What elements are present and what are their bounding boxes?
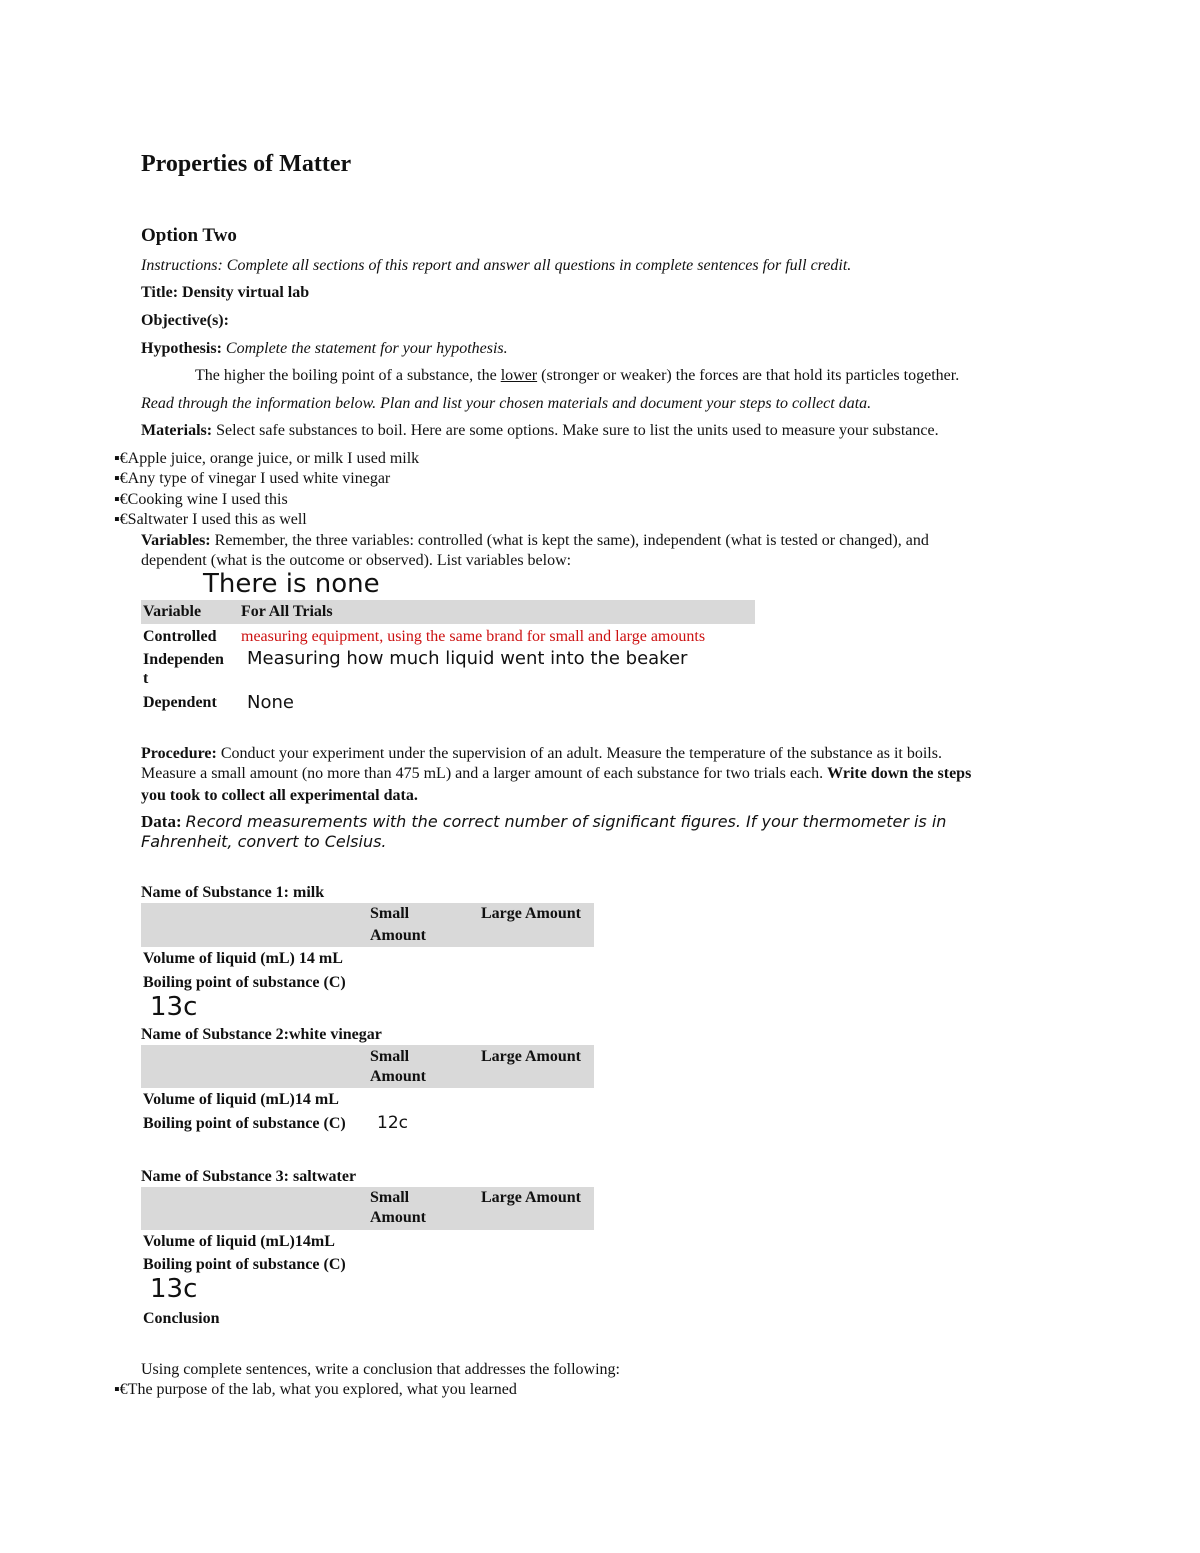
col-large: Large Amount [481,1189,581,1206]
materials-label: Materials: [141,422,213,439]
data-line1: Data: Record measurements with the correct number of significant figures. If your thermometer is in [141,812,947,831]
col-small-wrap: Amount [370,1209,427,1226]
substance-name: Name of Substance 2:white vinegar [141,1026,382,1043]
boiling-value: 13c [150,1274,198,1304]
data-line2: Fahrenheit, convert to Celsius. [141,832,387,851]
list-item: ▪€Saltwater I used this as well [114,511,307,528]
boiling-value: 12c [377,1113,408,1133]
volume-row: Volume of liquid (mL)14mL [143,1233,335,1250]
bullet-icon: ▪€ [114,450,128,467]
boiling-value: 13c [150,992,198,1022]
variables-line1: Variables: Remember, the three variables: controlled (what is kept the same), independent (what is tested or changed), and [141,532,929,549]
hypothesis-answer: lower [500,367,538,384]
objective-label: Objective(s): [141,312,229,329]
hypothesis-part2: (stronger or weaker) the forces are that hold its particles together. [541,367,960,384]
boiling-row: Boiling point of substance (C) [143,1115,346,1132]
variables-note: There is none [203,569,380,599]
conclusion-prompt: Using complete sentences, write a conclusion that addresses the following: [141,1361,620,1378]
col-small-wrap: Amount [370,1068,427,1085]
var-row-label: Independen [143,651,224,668]
col-small: Small [370,1189,410,1206]
title-line [141,284,309,302]
substance-name: Name of Substance 3: saltwater [141,1168,357,1185]
list-item: ▪€Apple juice, orange juice, or milk I used milk [114,450,420,467]
var-row-value: Measuring how much liquid went into the beaker [247,648,688,669]
data-label: Data: [141,812,182,831]
conclusion-heading: Conclusion [143,1310,220,1327]
materials-text: Select safe substances to boil. Here are some options. Make sure to list the units used to measure your substance. [216,422,939,439]
var-row-label-wrap: t [143,670,149,687]
procedure-line2: Measure a small amount (no more than 475 mL) and a larger amount of each substance for two trials each. Write down the steps [141,765,972,782]
var-row-label: Controlled [143,628,217,645]
hypothesis-statement [195,367,959,385]
col-large: Large Amount [481,905,581,922]
hypothesis-prompt: Complete the statement for your hypothesis. [225,340,508,357]
col-small: Small [370,1048,410,1065]
hypothesis-part1: The higher the boiling point of a substance, the [195,367,497,384]
read-through: Read through the information below. Plan and list your chosen materials and document your steps to collect data. [141,395,872,412]
var-row-value: measuring equipment, using the same brand for small and large amounts [241,628,706,645]
bullet-icon: ▪€ [114,1381,128,1398]
option-heading: Option Two [141,225,237,246]
procedure-line1: Procedure: Conduct your experiment under the supervision of an adult. Measure the temperature of the substance as it boils. [141,745,942,762]
var-row-label: Dependent [143,694,217,711]
title-label: Title: [141,284,179,301]
bullet-icon: ▪€ [114,470,128,487]
page-title: Properties of Matter [141,151,352,177]
col-large: Large Amount [481,1048,581,1065]
bullet-icon: ▪€ [114,491,128,508]
col-small-wrap: Amount [370,927,427,944]
procedure-label: Procedure: [141,745,217,762]
var-col-trials: For All Trials [241,603,333,620]
hypothesis-label: Hypothesis: [141,340,222,357]
var-table-header [141,600,755,624]
list-item: ▪€The purpose of the lab, what you explored, what you learned [114,1381,517,1398]
volume-row: Volume of liquid (mL) 14 mL [143,950,343,967]
col-small: Small [370,905,410,922]
boiling-row: Boiling point of substance (C) [143,974,346,991]
var-row-value: None [247,692,294,713]
instructions: Instructions: Complete all sections of this report and answer all questions in complete sentences for full credit. [141,257,852,274]
procedure-line3: you took to collect all experimental data. [141,787,418,804]
materials-line [141,422,939,440]
hypothesis-line [141,340,508,358]
var-col-variable: Variable [143,603,202,620]
bullet-icon: ▪€ [114,511,128,528]
variables-label: Variables: [141,532,211,549]
list-item: ▪€Any type of vinegar I used white vinegar [114,470,391,487]
substance-name: Name of Substance 1: milk [141,884,325,901]
volume-row: Volume of liquid (mL)14 mL [143,1091,339,1108]
title-value: Density virtual lab [182,284,310,301]
list-item: ▪€Cooking wine I used this [114,491,288,508]
variables-line2: dependent (what is the outcome or observed). List variables below: [141,552,572,569]
boiling-row: Boiling point of substance (C) [143,1256,346,1273]
